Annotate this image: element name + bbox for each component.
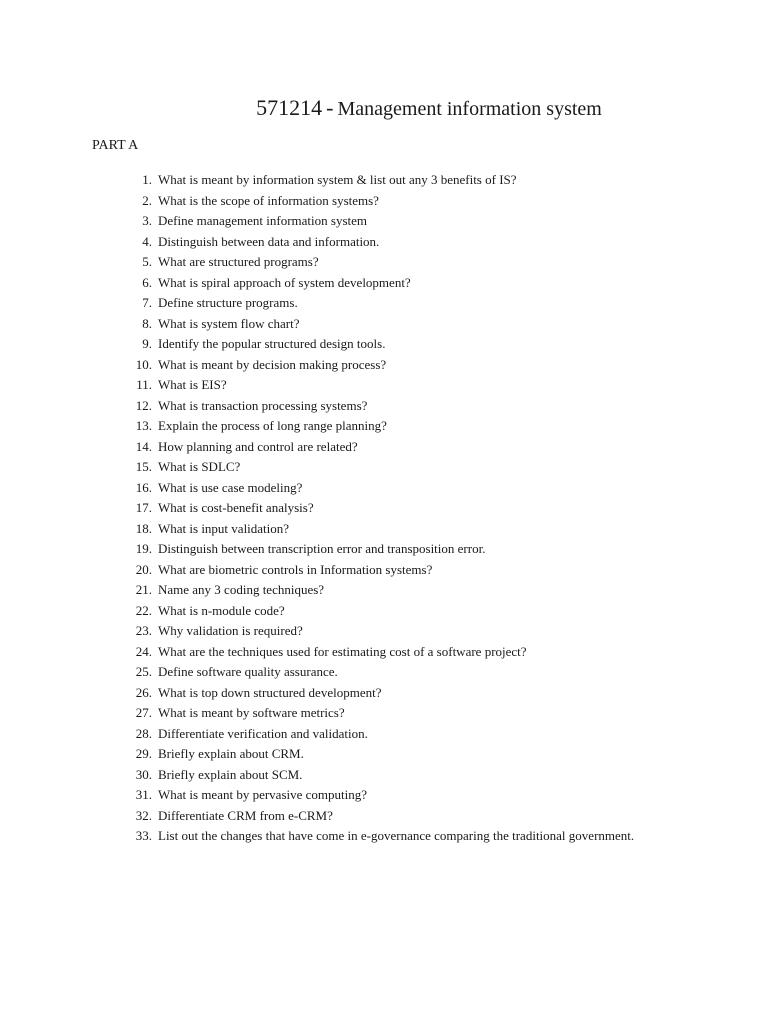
question-number: 2. <box>142 192 152 208</box>
question-text: What is cost-benefit analysis? <box>158 500 314 515</box>
question-item <box>110 355 650 376</box>
question-text: What are biometric controls in Information systems? <box>158 561 433 577</box>
question-text: Why validation is required? <box>158 623 303 638</box>
question-text: Define structure programs. <box>158 295 298 310</box>
document-title <box>0 93 768 126</box>
question-text: Distinguish between data and information. <box>158 233 380 249</box>
question-text: What is top down structured development? <box>158 684 382 700</box>
question-number: 23. <box>135 623 152 638</box>
question-item <box>110 375 650 396</box>
question-number: 24. <box>135 643 152 659</box>
question-item <box>110 232 650 253</box>
question-text: What is n-module code? <box>158 602 285 618</box>
question-item <box>110 478 650 499</box>
question-text: What is meant by decision making process? <box>158 356 387 372</box>
question-text: What are the techniques used for estimating cost of a software project? <box>158 643 527 659</box>
question-number: 20. <box>135 561 152 577</box>
question-text: Briefly explain about SCM. <box>158 766 303 782</box>
question-item <box>110 519 650 540</box>
question-text: What is SDLC? <box>158 459 241 474</box>
question-item <box>110 601 650 622</box>
question-text: What is system flow chart? <box>158 315 300 331</box>
question-text: What is transaction processing systems? <box>158 397 368 413</box>
question-number: 14. <box>135 438 152 454</box>
question-number: 4. <box>142 233 152 249</box>
question-number: 13. <box>135 418 152 433</box>
question-item <box>110 293 650 314</box>
question-number: 16. <box>135 479 152 495</box>
question-text: What is EIS? <box>158 377 227 392</box>
course-name: Management information system <box>337 98 602 120</box>
question-text: What is the scope of information systems? <box>158 192 379 208</box>
question-number: 22. <box>135 602 152 618</box>
question-text: Define software quality assurance. <box>158 664 338 679</box>
question-item <box>110 662 650 683</box>
question-number: 7. <box>142 295 152 310</box>
question-text: List out the changes that have come in e-governance comparing the traditional government. <box>158 828 635 843</box>
question-item <box>110 498 650 519</box>
question-item <box>110 334 650 355</box>
question-text: Distinguish between transcription error and transposition error. <box>158 541 486 556</box>
question-text: Explain the process of long range planning? <box>158 418 387 433</box>
question-number: 28. <box>135 725 152 741</box>
course-code: 571214 <box>256 95 323 120</box>
question-item <box>110 314 650 335</box>
part-heading: PART A <box>92 138 139 153</box>
question-number: 30. <box>135 766 152 782</box>
question-item <box>110 642 650 663</box>
question-number: 25. <box>135 664 152 679</box>
question-item <box>110 416 650 437</box>
question-number: 5. <box>142 254 152 269</box>
question-text: How planning and control are related? <box>158 438 358 454</box>
question-item <box>110 539 650 560</box>
question-number: 6. <box>142 274 152 290</box>
question-item <box>110 724 650 745</box>
question-text: What is input validation? <box>158 520 290 536</box>
question-text: What is use case modeling? <box>158 479 303 495</box>
question-item <box>110 744 650 765</box>
question-text: What is meant by software metrics? <box>158 705 345 720</box>
question-number: 10. <box>135 356 152 372</box>
question-text: Identify the popular structured design tools. <box>158 336 386 351</box>
question-item <box>110 437 650 458</box>
question-text: Differentiate verification and validation. <box>158 725 368 741</box>
question-item <box>110 273 650 294</box>
question-text: Differentiate CRM from e-CRM? <box>158 807 333 823</box>
question-number: 9. <box>142 336 152 351</box>
question-item <box>110 806 650 827</box>
question-item <box>110 211 650 232</box>
question-number: 18. <box>135 520 152 536</box>
question-number: 15. <box>135 459 152 474</box>
question-item <box>110 252 650 273</box>
question-item <box>110 785 650 806</box>
question-list <box>110 170 650 847</box>
question-number: 8. <box>142 315 152 331</box>
question-number: 29. <box>135 746 152 761</box>
question-number: 26. <box>135 684 152 700</box>
question-number: 31. <box>135 787 152 802</box>
question-number: 21. <box>135 582 152 597</box>
question-number: 1. <box>142 172 152 187</box>
question-number: 3. <box>142 213 152 228</box>
question-number: 17. <box>135 500 152 515</box>
question-item <box>110 703 650 724</box>
question-text: What are structured programs? <box>158 254 319 269</box>
question-item <box>110 580 650 601</box>
question-number: 19. <box>135 541 152 556</box>
question-item <box>110 621 650 642</box>
question-text: Briefly explain about CRM. <box>158 746 304 761</box>
question-text: Define management information system <box>158 213 368 228</box>
question-item <box>110 191 650 212</box>
question-text: What is spiral approach of system development? <box>158 274 411 290</box>
question-text: What is meant by information system & list out any 3 benefits of IS? <box>158 172 517 187</box>
question-item <box>110 683 650 704</box>
question-item <box>110 170 650 191</box>
question-text: Name any 3 coding techniques? <box>158 582 325 597</box>
question-number: 12. <box>135 397 152 413</box>
question-number: 32. <box>135 807 152 823</box>
title-separator: - <box>326 95 334 120</box>
question-item <box>110 826 650 847</box>
question-number: 27. <box>135 705 152 720</box>
question-number: 33. <box>135 828 152 843</box>
question-item <box>110 765 650 786</box>
question-item <box>110 560 650 581</box>
question-item <box>110 457 650 478</box>
question-text: What is meant by pervasive computing? <box>158 787 368 802</box>
question-item <box>110 396 650 417</box>
question-number: 11. <box>136 377 152 392</box>
